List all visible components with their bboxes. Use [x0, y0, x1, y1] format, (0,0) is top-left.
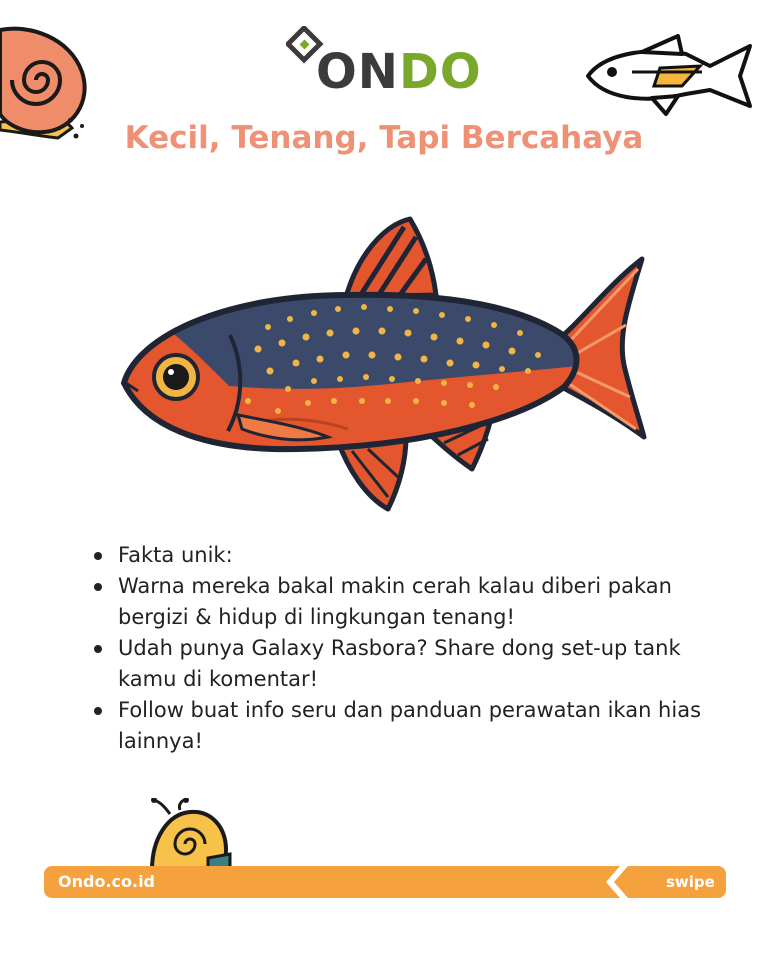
brand-wordmark	[316, 44, 482, 100]
fact-text: Follow buat info seru dan panduan perawatan ikan hias lainnya!	[118, 698, 702, 753]
brand-name-part1: ON	[316, 44, 399, 100]
brand-logo	[286, 26, 486, 98]
fact-text: Fakta unik:	[118, 543, 233, 567]
snail-icon	[144, 798, 232, 870]
facts-list	[92, 540, 712, 757]
fish-icon	[582, 32, 754, 116]
list-item	[92, 571, 712, 633]
page-title: Kecil, Tenang, Tapi Bercahaya	[124, 120, 644, 156]
swipe-button[interactable]: swipe	[666, 873, 715, 891]
fact-text: Warna mereka bakal makin cerah kalau diberi pakan bergizi & hidup di lingkungan tenang!	[118, 574, 672, 629]
list-item	[92, 695, 712, 757]
brand-name-part2: DO	[398, 44, 482, 100]
list-item	[92, 633, 712, 695]
list-item	[92, 540, 712, 571]
chevron-left-icon	[606, 866, 646, 898]
galaxy-rasbora-fish	[118, 215, 650, 515]
fact-text: Udah punya Galaxy Rasbora? Share dong set-up tank kamu di komentar!	[118, 636, 681, 691]
footer-url-link[interactable]: Ondo.co.id	[58, 872, 156, 891]
